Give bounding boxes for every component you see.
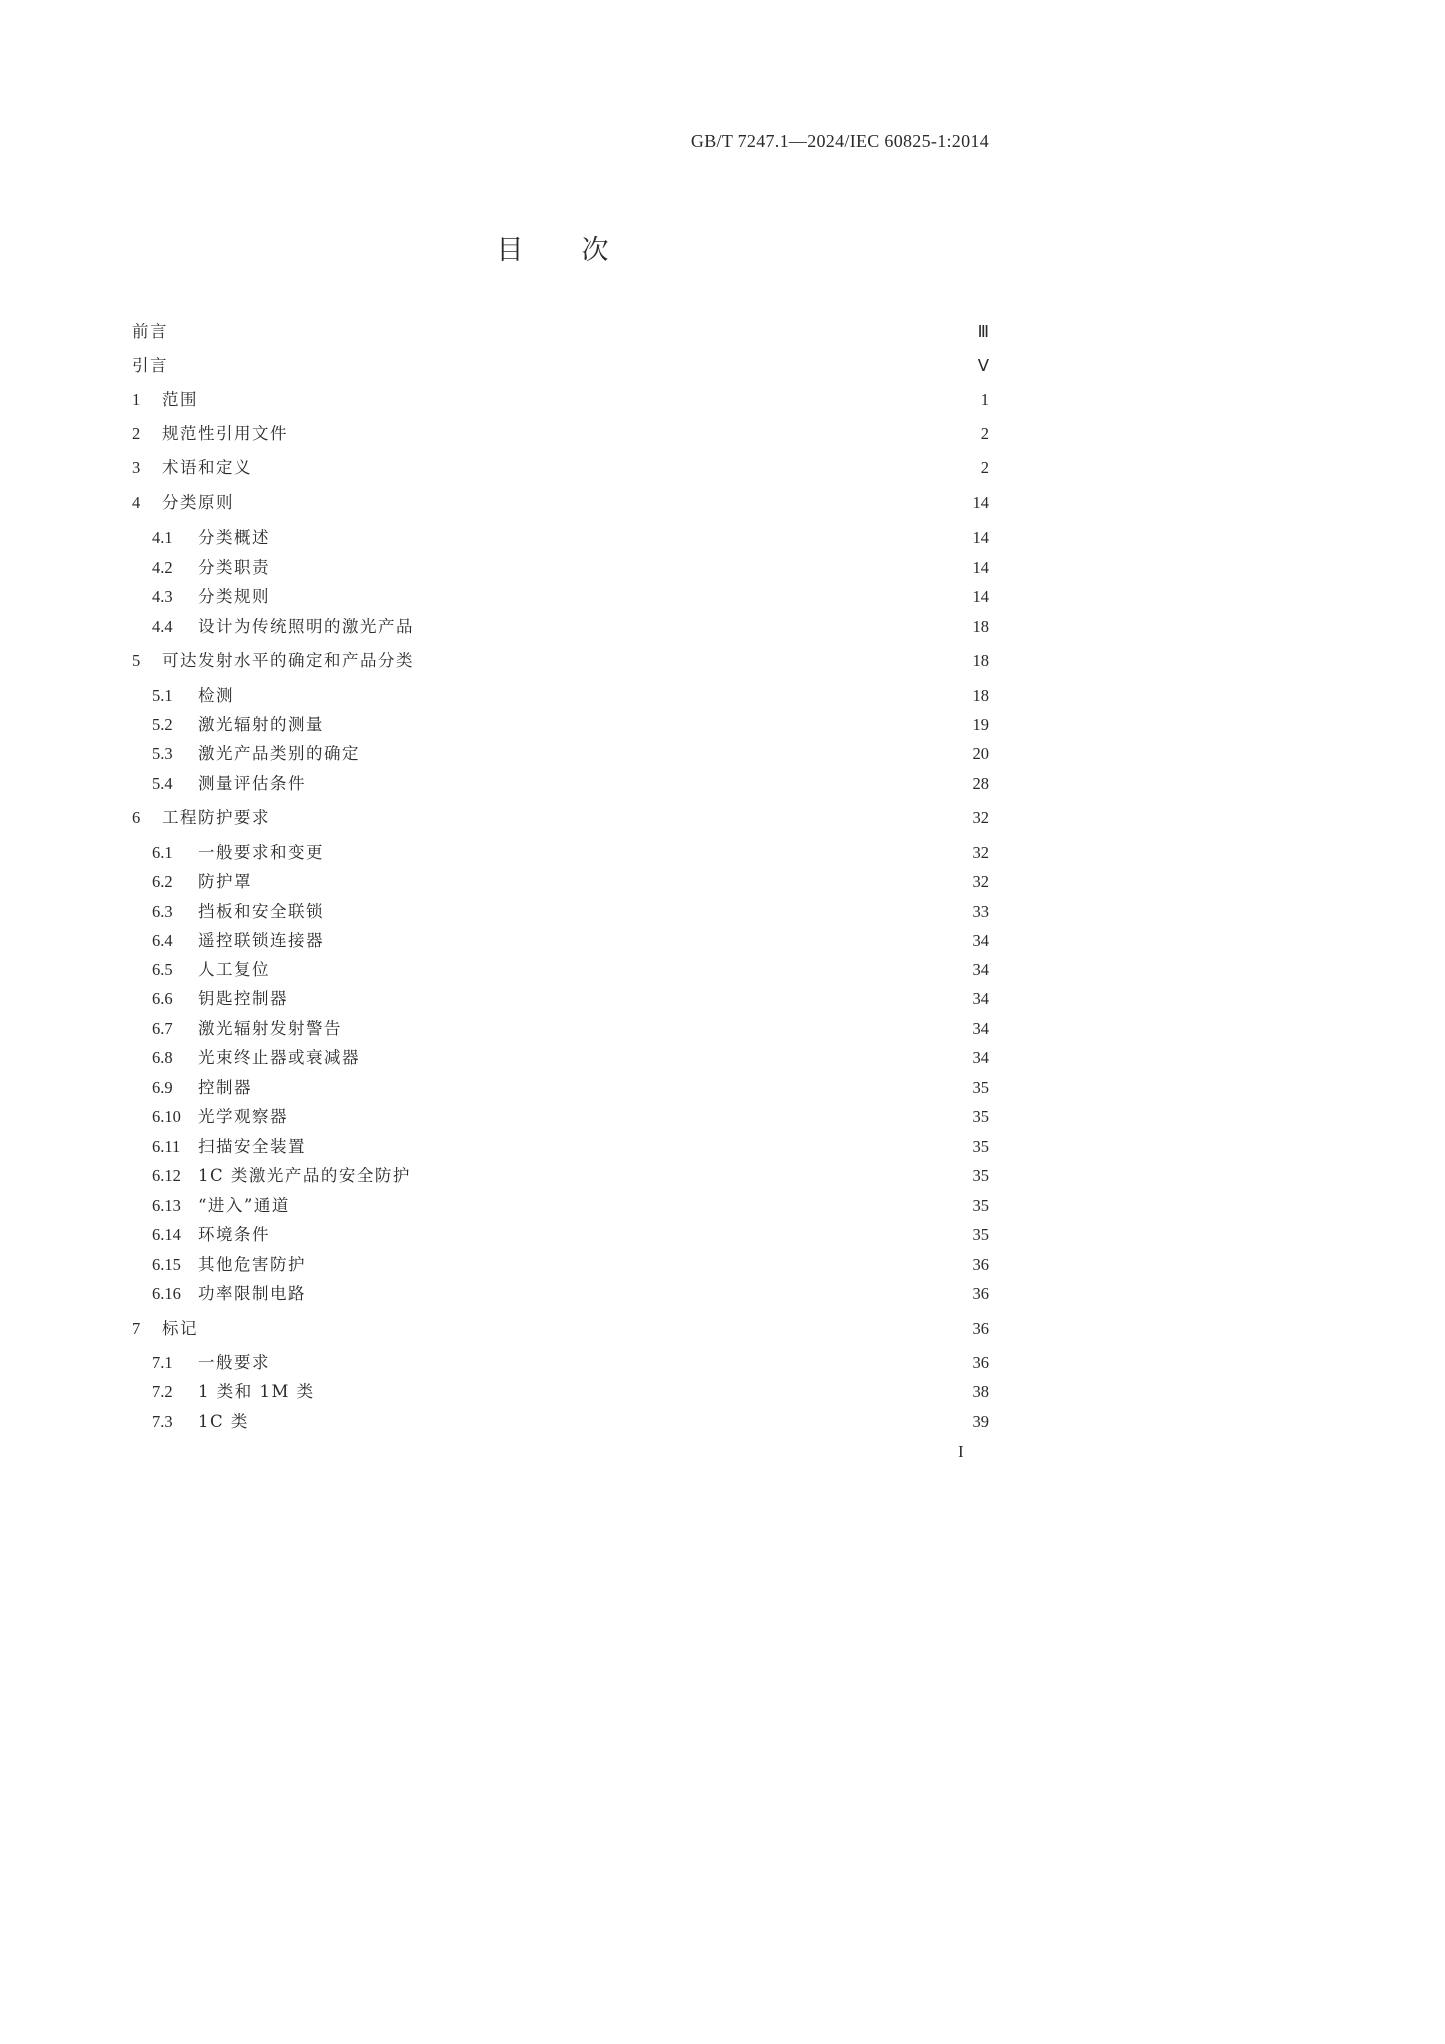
toc-entry[interactable]	[152, 1251, 989, 1277]
dot-leader	[310, 1285, 967, 1300]
dot-leader	[418, 652, 967, 667]
dot-leader	[172, 323, 971, 338]
toc-entry-number: 6.1	[152, 843, 173, 862]
toc-entry[interactable]	[152, 1408, 989, 1434]
toc-entry-label: 分类概述	[198, 528, 270, 547]
toc-entry-number: 4.3	[152, 587, 173, 606]
dot-leader	[256, 459, 971, 474]
toc-entry-page: Ⅴ	[977, 356, 989, 375]
toc-entry-page: 38	[972, 1382, 989, 1401]
toc-entry-label: “进入”通道	[198, 1196, 290, 1215]
toc-entry-label: 人工复位	[198, 960, 270, 979]
dot-leader	[364, 745, 967, 760]
toc-entry-label: 光束终止器或衰减器	[198, 1048, 360, 1067]
toc-entry[interactable]	[152, 1378, 989, 1404]
toc-entry-label: 光学观察器	[198, 1107, 288, 1126]
dot-leader	[253, 1413, 967, 1428]
toc-entry[interactable]	[152, 1015, 989, 1041]
toc-entry[interactable]	[152, 1221, 989, 1247]
dot-leader	[274, 1226, 967, 1241]
toc-entry[interactable]	[152, 1044, 989, 1070]
toc-entry-page: 34	[972, 1048, 989, 1067]
toc-entry-number: 4	[132, 493, 141, 512]
toc-entry-number: 4.4	[152, 617, 173, 636]
page-number: I	[958, 1442, 964, 1461]
dot-leader	[172, 357, 971, 372]
toc-entry-page: 35	[972, 1225, 989, 1244]
toc-entry-label: 分类规则	[198, 587, 270, 606]
toc-entry-number: 6	[132, 808, 141, 827]
toc-entry-label: 一般要求	[198, 1353, 270, 1372]
toc-entry[interactable]	[152, 868, 989, 894]
toc-entry-label: 激光辐射的测量	[198, 715, 324, 734]
dot-leader	[274, 809, 967, 824]
toc-entry-number: 7.3	[152, 1412, 173, 1431]
dot-leader	[274, 1354, 967, 1369]
toc-entry-label: 分类原则	[162, 493, 234, 512]
toc-entry-number: 6.4	[152, 931, 173, 950]
toc-entry[interactable]	[132, 1315, 989, 1341]
toc-entry[interactable]	[152, 1133, 989, 1159]
toc-entry-page: 28	[972, 774, 989, 793]
dot-leader	[328, 844, 967, 859]
page-title: 目次	[496, 235, 667, 266]
toc-entry-label: 前言	[132, 322, 168, 341]
toc-entry-label: 扫描安全装置	[198, 1137, 306, 1156]
toc-entry-label: 术语和定义	[162, 458, 252, 477]
toc-entry-number: 6.7	[152, 1019, 173, 1038]
dot-leader	[346, 1020, 967, 1035]
toc-entry-page: 1	[980, 390, 989, 409]
toc-entry[interactable]	[152, 1103, 989, 1129]
dot-leader	[292, 425, 971, 440]
toc-entry[interactable]	[152, 554, 989, 580]
dot-leader	[319, 1383, 967, 1398]
toc-entry-label: 一般要求和变更	[198, 843, 324, 862]
dot-leader	[292, 990, 967, 1005]
toc-entry-number: 6.5	[152, 960, 173, 979]
toc-entry-label: 标记	[162, 1319, 198, 1338]
toc-entry-label: 测量评估条件	[198, 774, 306, 793]
toc-entry[interactable]	[152, 682, 989, 708]
toc-entry-number: 6.12	[152, 1166, 181, 1185]
toc-entry[interactable]	[152, 985, 989, 1011]
dot-leader	[292, 1108, 967, 1123]
toc-entry-label: 检测	[198, 686, 234, 705]
toc-entry-page: 36	[972, 1353, 989, 1372]
toc-entry-label: 控制器	[198, 1078, 252, 1097]
toc-entry[interactable]	[152, 613, 989, 639]
toc-entry-label: 其他危害防护	[198, 1255, 306, 1274]
toc-entry-label: 引言	[132, 356, 168, 375]
dot-leader	[238, 687, 967, 702]
toc-entry-number: 7.2	[152, 1382, 173, 1401]
toc-entry-page: 32	[972, 808, 989, 827]
dot-leader	[328, 716, 967, 731]
dot-leader	[415, 1167, 967, 1182]
toc-entry-label: 防护罩	[198, 872, 252, 891]
dot-leader	[256, 1079, 967, 1094]
toc-entry[interactable]	[152, 770, 989, 796]
toc-entry-number: 6.16	[152, 1284, 181, 1303]
toc-entry[interactable]	[132, 804, 989, 830]
toc-entry[interactable]	[152, 839, 989, 865]
toc-entry-label: 可达发射水平的确定和产品分类	[162, 651, 414, 670]
toc-entry-label: 激光产品类别的确定	[198, 744, 360, 763]
toc-entry-label: 1C 类	[198, 1412, 249, 1431]
toc-entry-number: 6.10	[152, 1107, 181, 1126]
toc-entry-number: 1	[132, 390, 141, 409]
toc-entry-number: 6.3	[152, 902, 173, 921]
toc-entry-number: 6.11	[152, 1137, 181, 1156]
toc-entry-page: 35	[972, 1196, 989, 1215]
toc-entry-page: 34	[972, 960, 989, 979]
toc-entry-page: 33	[972, 902, 989, 921]
toc-entry-label: 1C 类激光产品的安全防护	[198, 1166, 411, 1185]
dot-leader	[294, 1197, 967, 1212]
toc-entry-page: 39	[972, 1412, 989, 1431]
toc-entry[interactable]	[152, 898, 989, 924]
toc-entry-number: 6.2	[152, 872, 173, 891]
toc-entry-label: 钥匙控制器	[198, 989, 288, 1008]
toc-entry[interactable]	[152, 711, 989, 737]
toc-entry-number: 5.2	[152, 715, 173, 734]
dot-leader	[328, 932, 967, 947]
toc-entry-page: 34	[972, 1019, 989, 1038]
toc-entry-number: 2	[132, 424, 141, 443]
toc-entry-number: 6.14	[152, 1225, 181, 1244]
toc-entry-page: 36	[972, 1255, 989, 1274]
toc-entry-number: 4.2	[152, 558, 173, 577]
toc-entry-page: 34	[972, 989, 989, 1008]
toc-entry-label: 功率限制电路	[198, 1284, 306, 1303]
toc-entry-number: 6.15	[152, 1255, 181, 1274]
toc-entry-number: 6.9	[152, 1078, 173, 1097]
toc-entry-page: 18	[972, 651, 989, 670]
toc-entry-page: 35	[972, 1107, 989, 1126]
toc-entry-page: 18	[972, 686, 989, 705]
dot-leader	[238, 494, 967, 509]
toc-entry-page: 19	[972, 715, 989, 734]
toc-entry-number: 6.6	[152, 989, 173, 1008]
dot-leader	[256, 873, 967, 888]
toc-entry-label: 环境条件	[198, 1225, 270, 1244]
dot-leader	[310, 775, 967, 790]
toc-entry-page: 14	[972, 587, 989, 606]
toc-entry-page: 36	[972, 1284, 989, 1303]
dot-leader	[364, 1049, 967, 1064]
toc-entry-label: 规范性引用文件	[162, 424, 288, 443]
toc-entry-page: 2	[980, 458, 989, 477]
toc-entry[interactable]	[132, 352, 989, 378]
toc-entry-page: 14	[972, 558, 989, 577]
toc-entry-number: 5.1	[152, 686, 173, 705]
dot-leader	[202, 1320, 967, 1335]
toc-entry-number: 3	[132, 458, 141, 477]
dot-leader	[274, 559, 967, 574]
toc-entry-number: 4.1	[152, 528, 173, 547]
toc-entry[interactable]	[152, 927, 989, 953]
toc-entry-page: 14	[972, 493, 989, 512]
toc-entry[interactable]	[152, 1349, 989, 1375]
toc-entry-page: 20	[972, 744, 989, 763]
toc-entry-page: 35	[972, 1166, 989, 1185]
toc-entry[interactable]	[132, 454, 989, 480]
dot-leader	[418, 618, 967, 633]
dot-leader	[274, 961, 967, 976]
toc-entry-page: 34	[972, 931, 989, 950]
toc-entry[interactable]	[152, 524, 989, 550]
toc-entry-number: 6.13	[152, 1196, 181, 1215]
toc-entry-number: 7	[132, 1319, 141, 1338]
toc-entry-page: 35	[972, 1137, 989, 1156]
toc-entry-page: 18	[972, 617, 989, 636]
dot-leader	[328, 903, 967, 918]
toc-entry-page: Ⅲ	[977, 322, 989, 341]
toc-entry-label: 激光辐射发射警告	[198, 1019, 342, 1038]
dot-leader	[202, 391, 971, 406]
dot-leader	[310, 1138, 967, 1153]
toc-entry-number: 6.8	[152, 1048, 173, 1067]
toc-entry[interactable]	[132, 489, 989, 515]
toc-entry-label: 工程防护要求	[162, 808, 270, 827]
toc-entry[interactable]	[152, 583, 989, 609]
toc-entry-number: 5.4	[152, 774, 173, 793]
toc-entry-page: 32	[972, 872, 989, 891]
toc-entry[interactable]	[152, 1280, 989, 1306]
toc-entry[interactable]	[152, 740, 989, 766]
standard-number: GB/T 7247.1—2024/IEC 60825-1:2014	[690, 131, 989, 151]
toc-entry-label: 分类职责	[198, 558, 270, 577]
toc-entry[interactable]	[132, 647, 989, 673]
toc-entry-page: 32	[972, 843, 989, 862]
toc-entry[interactable]	[152, 956, 989, 982]
toc-entry[interactable]	[132, 318, 989, 344]
toc-entry-page: 2	[980, 424, 989, 443]
toc-entry[interactable]	[152, 1192, 989, 1218]
toc-entry-page: 35	[972, 1078, 989, 1097]
toc-entry-page: 36	[972, 1319, 989, 1338]
toc-entry-label: 设计为传统照明的激光产品	[198, 617, 414, 636]
toc-entry-number: 5.3	[152, 744, 173, 763]
toc-entry[interactable]	[132, 420, 989, 446]
toc-entry-label: 遥控联锁连接器	[198, 931, 324, 950]
toc-entry-number: 5	[132, 651, 141, 670]
toc-entry-label: 挡板和安全联锁	[198, 902, 324, 921]
toc-entry-label: 1 类和 1M 类	[198, 1382, 315, 1401]
dot-leader	[310, 1256, 967, 1271]
toc-entry[interactable]	[152, 1162, 989, 1188]
dot-leader	[274, 588, 967, 603]
dot-leader	[274, 529, 967, 544]
toc-entry-page: 14	[972, 528, 989, 547]
toc-entry[interactable]	[132, 386, 989, 412]
toc-entry-number: 7.1	[152, 1353, 173, 1372]
toc-entry[interactable]	[152, 1074, 989, 1100]
toc-entry-label: 范围	[162, 390, 198, 409]
